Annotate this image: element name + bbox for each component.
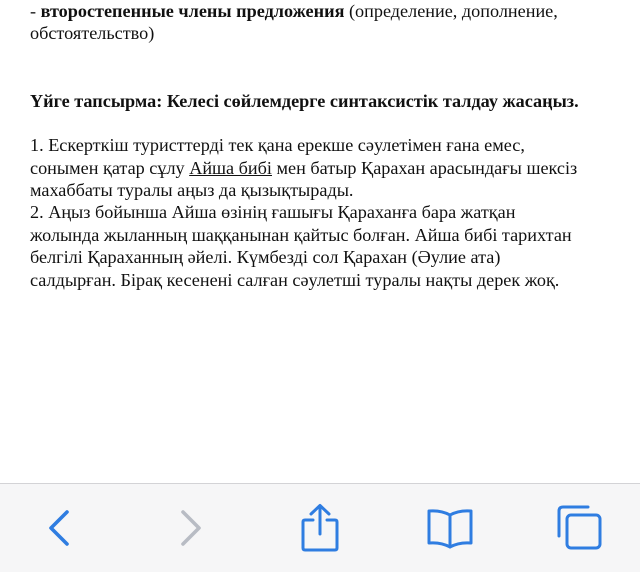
grammar-note-line bbox=[30, 0, 625, 22]
task-line-2-after: мен батыр Қарахан арасындағы шексіз bbox=[271, 157, 578, 178]
grammar-note-rest: (определение, дополнение, bbox=[344, 1, 558, 21]
task-line-2-before: сонымен қатар сұлу bbox=[30, 157, 190, 178]
forward-button[interactable] bbox=[158, 502, 222, 554]
task-line-3: махаббаты туралы аңыз да қызықтырады. bbox=[30, 180, 354, 201]
share-icon bbox=[298, 503, 342, 553]
grammar-note-continuation: обстоятельство) bbox=[30, 23, 155, 44]
task-line-7: салдырған. Бірақ кесенені салған сәулетші туралы нақты дерек жоқ. bbox=[30, 269, 560, 290]
back-chevron-icon bbox=[45, 508, 75, 548]
grammar-term-bold: второстепенные члены предложения bbox=[40, 1, 345, 21]
homework-title: Үйге тапсырма: Келесі сөйлемдерге синтаксистік талдау жасаңыз. bbox=[30, 90, 579, 111]
back-button[interactable] bbox=[28, 502, 92, 554]
task-line-5: жолында жыланның шаққанынан қайтыс болған. Айша бибі тарихтан bbox=[30, 224, 572, 245]
underlined-name-aisha-bibi: Айша бибі bbox=[189, 157, 272, 178]
bookmarks-button[interactable] bbox=[418, 502, 482, 554]
task-line-6: белгілі Қараханның әйелі. Күмбезді сол Қарахан (Әулие ата) bbox=[30, 247, 501, 268]
share-button[interactable] bbox=[288, 502, 352, 554]
document-content bbox=[30, 0, 625, 291]
forward-chevron-icon bbox=[175, 508, 205, 548]
tabs-button[interactable] bbox=[548, 502, 612, 554]
tabs-icon bbox=[555, 503, 605, 553]
browser-bottom-toolbar bbox=[0, 483, 640, 572]
dash-prefix: - bbox=[30, 1, 41, 21]
task-line-2 bbox=[30, 157, 625, 179]
bookmarks-book-icon bbox=[425, 507, 475, 549]
task-line-4: 2. Аңыз бойынша Айша өзінің ғашығы Қараханға бара жатқан bbox=[30, 202, 516, 223]
task-sentences bbox=[30, 134, 625, 291]
task-line-1: 1. Ескерткіш туристтерді тек қана ерекше сәулетімен ғана емес, bbox=[30, 135, 525, 156]
